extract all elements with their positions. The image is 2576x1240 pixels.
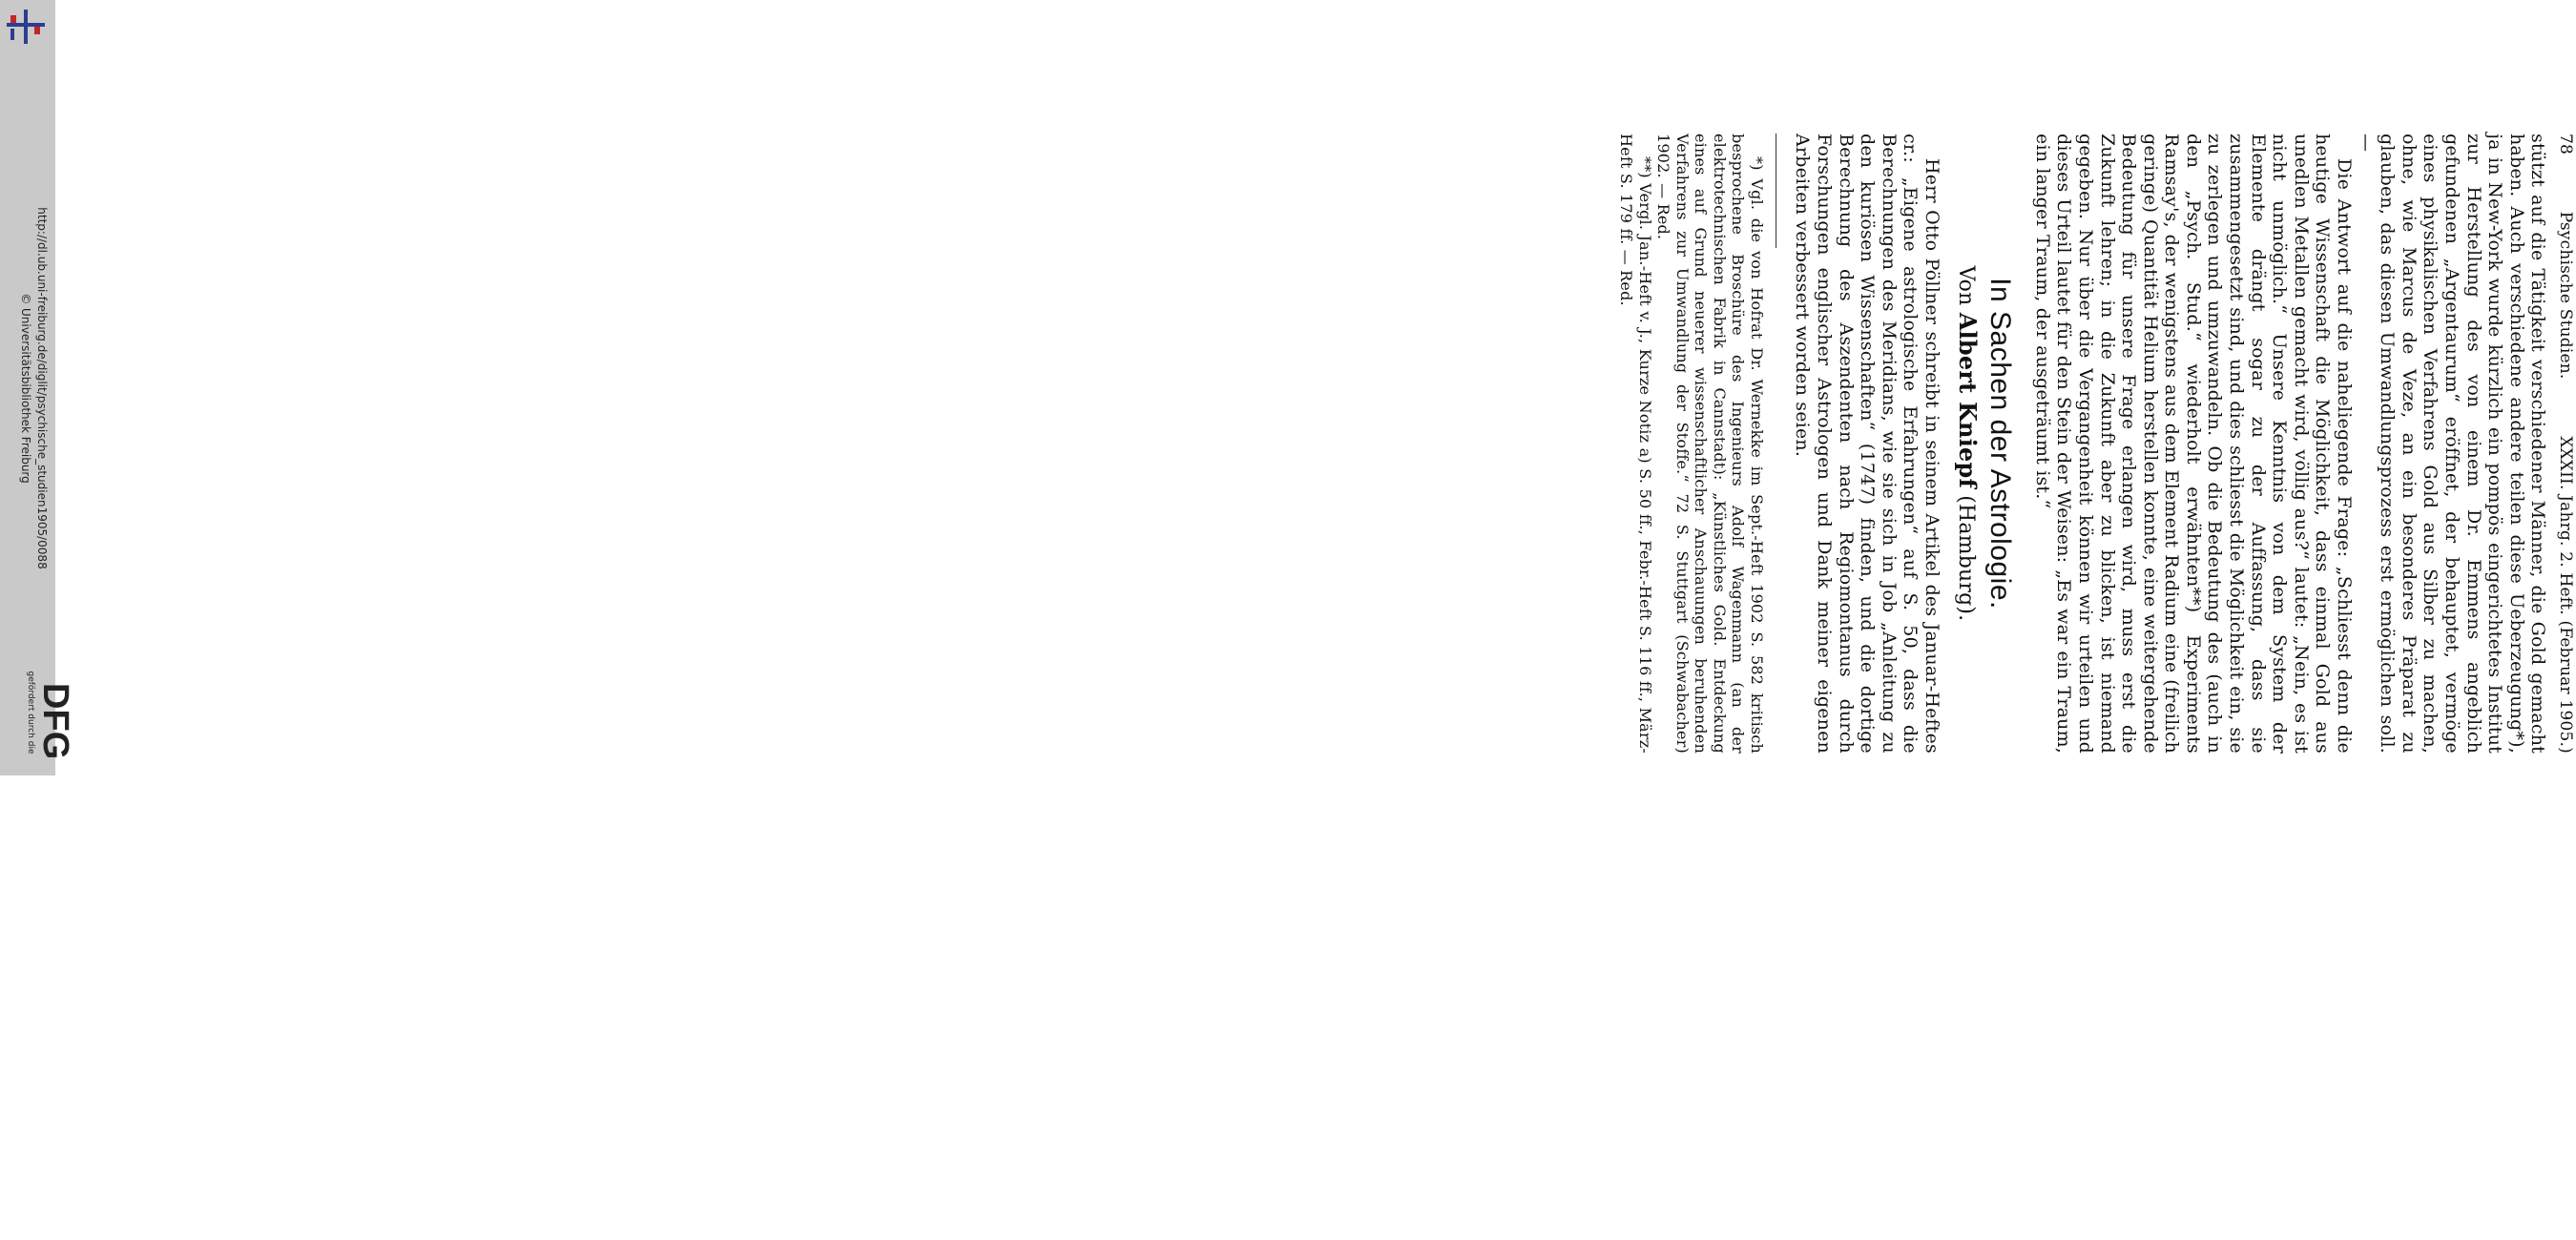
byline-prefix: Von	[1953, 265, 1978, 306]
author-name: Albert Kniepf	[1953, 312, 1982, 488]
footnote: **) Vergl. Jan.-Heft v. J., Kurze Notiz a) S. 50 ff., Febr.-Heft S. 116 ff., März-Heft S. 179 ff. — Red.	[1617, 134, 1654, 754]
copyright-text: © Universitätsbibliothek Freiburg	[19, 293, 32, 484]
source-url-link[interactable]: http://dl.ub.uni-freiburg.de/diglit/psychische_studien1905/0088	[35, 207, 49, 569]
article-title: In Sachen der Astrologie.	[1984, 278, 2017, 610]
journal-title: Psychische Studien.	[2556, 211, 2575, 380]
dfg-logo-icon	[2, 679, 75, 771]
issue-info: XXXII. Jahrg. 2. Heft. (Februar 1905.)	[2556, 436, 2575, 754]
dfg-funding-label: gefördert durch die	[26, 671, 35, 754]
body-paragraph: stützt auf die Tätigkeit verschiedener Männer, die Gold gemacht haben. Auch verschiedene andere teilen diese Ueberzeugung*), ja in New-York wurde kürzlich ein pompös eingerichtetes Institut zur Herstellung des von einem Dr. Emmens angeblich gefundenen „Argentaurum“ eröffnet, der behauptet, vermöge eines physikalischen Verfahrens Gold aus Silber zu machen, ohne, wie Marcus de Veze, an ein besonderes Präparat zu glauben, das diesen Umwandlungsprozess erst ermöglichen soll. —	[2355, 134, 2549, 754]
viewer-sidebar	[0, 0, 75, 775]
article-byline	[1953, 134, 1982, 754]
source-info	[8, 16, 50, 760]
page-number: 78	[2556, 134, 2575, 155]
article-body: Herr Otto Pöllner schreibt in seinem Artikel des Januar-Heftes cr.: „Eigene astrologische Erfahrungen“ auf S. 50, dass die Berechnungen des Meridians, wie sie sich in Job „Anleitung zu den kuriösen Wissenschaften“ (1747) finden, und die dortige Berechnung des Aszendenten nach Regiomontanus durch Forschungen englischer Astrologen und Dank meiner eigenen Arbeiten verbessert worden seien.	[1792, 134, 1942, 754]
dfg-logo-text: DFG	[35, 683, 75, 760]
running-header	[2554, 134, 2576, 754]
body-paragraph: Die Antwort auf die naheliegende Frage: „Schliesst denn die heutige Wissenschaft die Möglichkeit, dass einmal Gold aus unedlen Metallen gemacht wird, völlig aus?“ lautet: „Nein, es ist nicht unmöglich.“ Unsere Kenntnis von dem System der Elemente drängt sogar zu der Auffassung, dass sie zusammengesetzt sind, und dies schliesst die Möglichkeit ein, sie zu zerlegen und umzuwandeln. Ob die Bedeutung des (auch in den „Psych. Stud.“ wiederholt erwähnten**) Experiments Ramsay's, der wenigstens aus dem Element Radium eine (freilich geringe) Quantität Helium herstellen konnte, eine weitergehende Bedeutung für unsere Frage erlangen wird, muss erst die Zukunft lehren; in die Zukunft aber zu blicken, ist niemand gegeben. Nur über die Vergangenheit können wir urteilen und dieses Urteil lautet für den Stein der Weisen: „Es war ein Traum, ein langer Traum, der ausgeträumt ist.“	[2031, 134, 2356, 754]
document-page	[95, 0, 2575, 1240]
footnote: *) Vgl. die von Hofrat Dr. Wernekke im Sept.-Heft 1902 S. 582 kritisch besprochene Broschüre des Ingenieurs Adolf Wagenmann (an der elektrotechnischen Fabrik in Cannstadt): „Künstliches Gold. Entdeckung eines auf Grund neuerer wissenschaftlicher Anschauungen beruhenden Verfahrens zur Umwandlung der Stoffe.“ 72 S. Stuttgart (Schwabacher) 1902. — Red.	[1654, 134, 1766, 754]
author-location: (Hamburg).	[1953, 495, 1978, 622]
